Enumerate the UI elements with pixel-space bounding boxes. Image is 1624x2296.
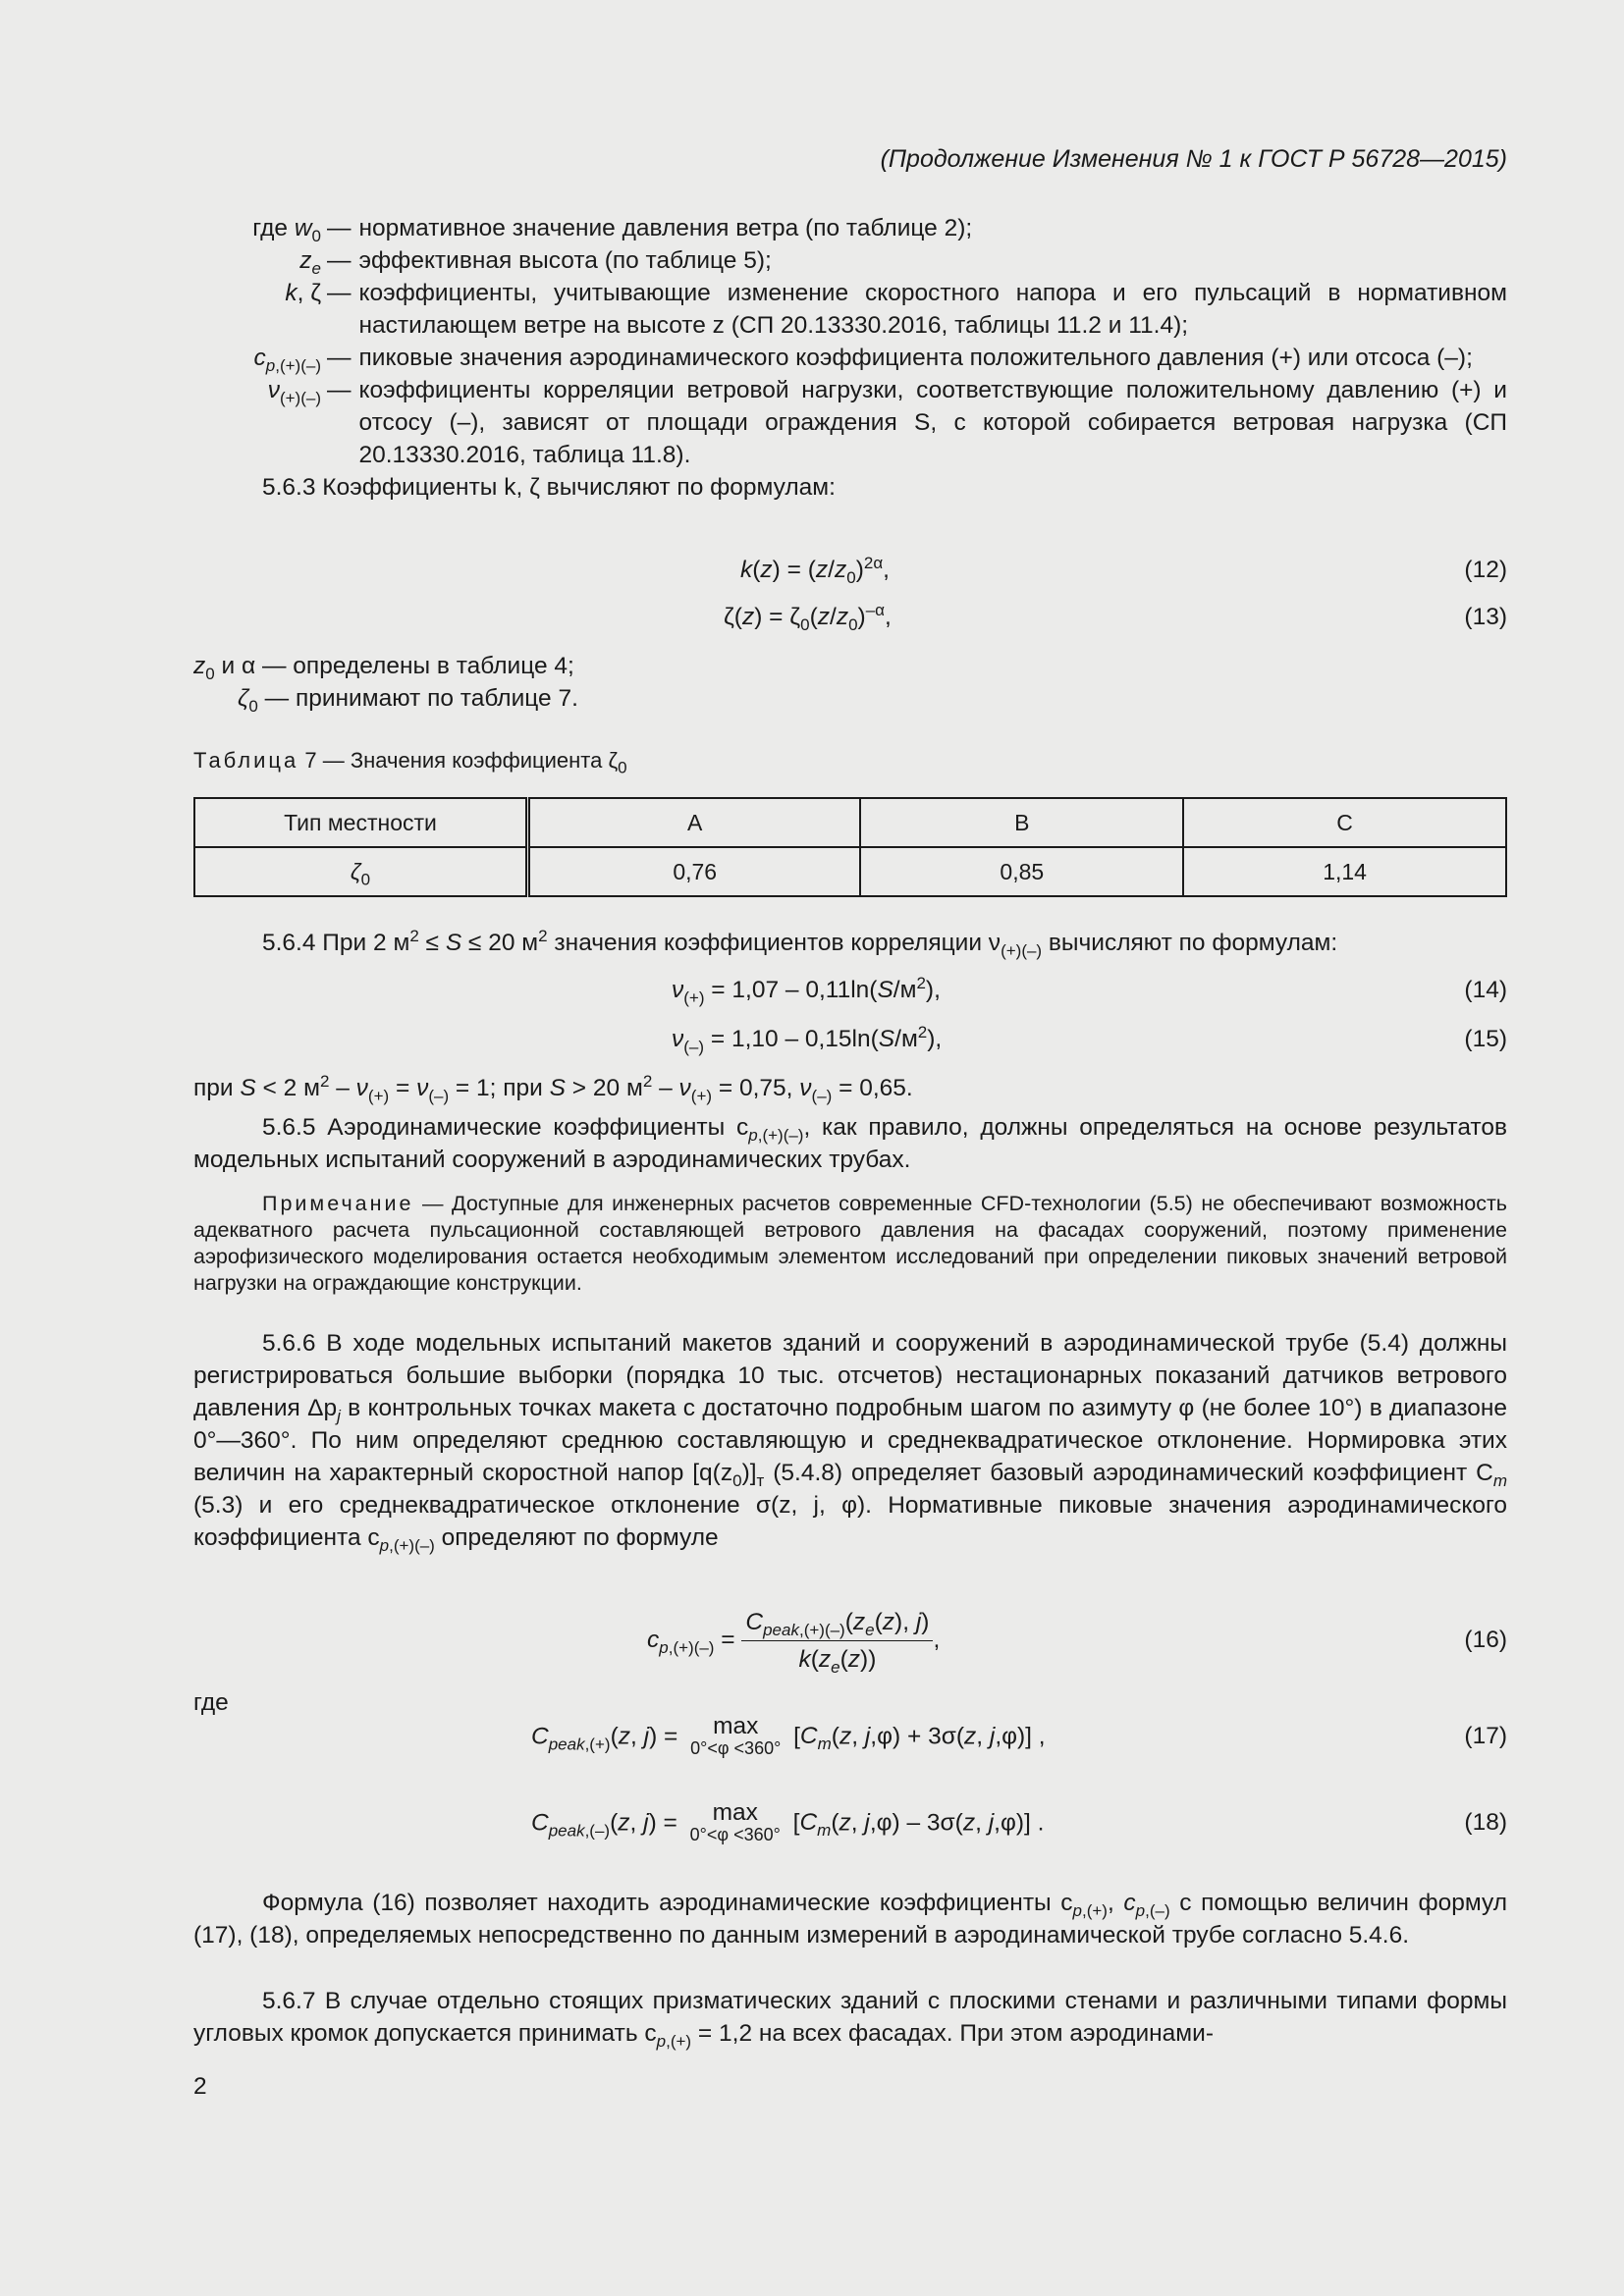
table-caption: Таблица 7 — Значения коэффициента $\zeta_0$: [193, 748, 627, 777]
def-k-zeta: k, ζ — коэффициенты, учитывающие изменение скоростного напора и его пульсаций в нормативном настилающем ветре на высоте z (СП 20.13330.2016, таблицы 11.2 и 11.4);: [285, 280, 1507, 339]
page-number: 2: [193, 2073, 207, 2100]
paragraph-5-6-3: 5.6.3 Коэффициенты k, ζ вычисляют по формулам:: [262, 474, 836, 501]
definitions-list: [193, 212, 1507, 504]
note: Примечание — Доступные для инженерных расчетов современные CFD-технологии (5.5) не обеспечивают возможность адекватного расчета пульсационной составляющей ветрового давления на фасадах сооружений, поэтому применение аэрофизического моделирования остается необходимым элементом исследований при определении пиковых значений ветровой нагрузки на ограждающие конструкции.: [193, 1192, 1507, 1295]
paragraph-5-6-6: 5.6.6 В ходе модельных испытаний макетов зданий и сооружений в аэродинамической трубе (5.4) должны регистрироваться большие выборки (порядка 10 тыс. отсчетов) нестационарных показаний датчиков ветрового давления $\Delta p_j$ в контрольных точках макета с достаточно подробным шагом по азимуту φ (не более 10°) в диапазоне 0°—360°. По ним определяют среднюю составляющую и среднеквадратическое отклонение. Нормировка этих величин на характерный скоростной напор $[q(z_0)]_т$ (5.4.8) определяет базовый аэродинамический коэффициент $C_m$ (5.3) и его среднеквадратическое отклонение σ(z, j, φ). Нормативные пиковые значения аэродинамического коэффициента $c_{p,(+)(-)}$ определяют по формуле: [193, 1330, 1508, 1555]
def-cp: $c_{p,(+)(-)}$ — пиковые значения аэродинамического коэффициента положительного давления (+) или отсоса (–);: [253, 345, 1473, 375]
condition-line: при S < 2 $м^2 - \nu_{(+)} = \nu_{(-)} = 1$; при S > 20 $м^2 - \nu_{(+)} = 0,75$, $\nu_{(-)} = 0,65$.: [193, 1071, 913, 1105]
paragraph-5-6-7: 5.6.7 В случае отдельно стоящих призматических зданий с плоскими стенами и различными типами формы угловых кромок допускается принимать $c_{p,(+)} = 1,2$ на всех фасадах. При этом аэродинами-: [193, 1988, 1507, 2051]
table-7: [193, 797, 1507, 897]
def-w0: где $w_0$ — нормативное значение давления ветра (по таблице 2);: [252, 215, 973, 245]
running-header: (Продолжение Изменения № 1 к ГОСТ Р 56728—2015): [880, 145, 1507, 173]
table-header-row: Тип местности A B C: [194, 798, 1506, 847]
def-nu: $\nu_{(+)(-)}$ — коэффициенты корреляции ветровой нагрузки, соответствующие положительному давлению (+) и отсосу (–), зависят от площади ограждения S, с которой собирается ветровая нагрузка (СП 20.13330.2016, таблица 11.8).: [267, 377, 1507, 468]
after-13-defs: $z_0$ и α — определены в таблице 4; $\zeta_0$ — принимают по таблице 7.: [193, 653, 578, 716]
paragraph-5-6-4: 5.6.4 При 2 $м^2 \le S \le 20$ $м^2$ значения коэффициентов корреляции $\nu_{(+)(-)}$ вычисляют по формулам:: [262, 926, 1338, 960]
paragraph-5-6-5: 5.6.5 Аэродинамические коэффициенты $c_{p,(+)(-)}$, как правило, должны определяться на основе результатов модельных испытаний сооружений в аэродинамических трубах.: [193, 1114, 1508, 1173]
table-row: $\zeta_0$ 0,76 0,85 1,14: [194, 847, 1506, 896]
paragraph-formula-16: Формула (16) позволяет находить аэродинамические коэффициенты $c_{p,(+)}$, $c_{p,(-)}$ с помощью величин формул (17), (18), определяемых непосредственно по данным измерений в аэродинамической трубе согласно 5.4.6.: [193, 1890, 1507, 1949]
def-ze: $z_e$ — эффективная высота (по таблице 5);: [299, 247, 772, 278]
where-label: где: [193, 1689, 229, 1716]
